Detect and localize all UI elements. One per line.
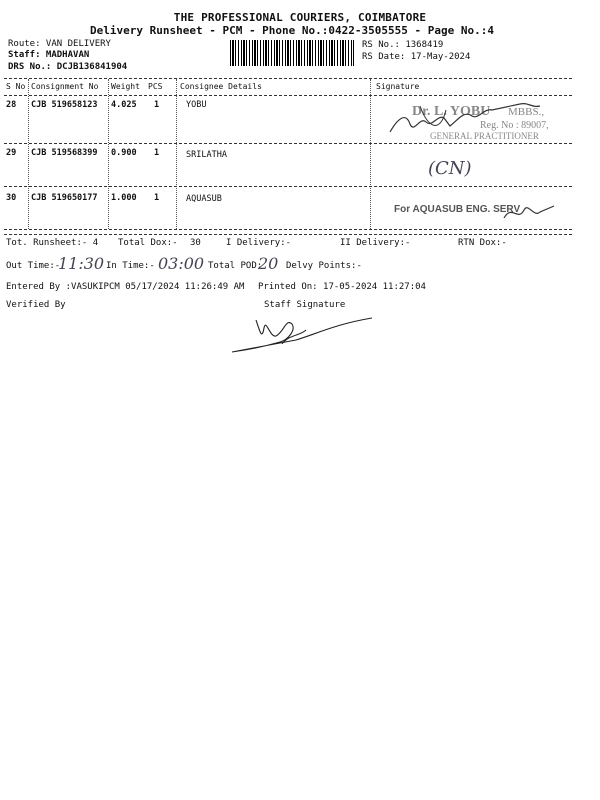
stamp-aquasub: For AQUASUB ENG. SERV bbox=[394, 204, 521, 215]
staff-signature bbox=[226, 310, 376, 356]
route-label: Route: VAN DELIVERY bbox=[8, 39, 111, 49]
row-rule bbox=[4, 186, 572, 187]
row-rule bbox=[4, 143, 572, 144]
row-pcs: 1 bbox=[154, 100, 160, 110]
out-time-value: 11:30 bbox=[58, 254, 105, 273]
row-consignment: CJB 519658123 bbox=[31, 100, 98, 110]
header-consignment: Consignment No bbox=[31, 82, 99, 91]
stamp-degree: MBBS., bbox=[508, 106, 545, 118]
table-bottom-rule bbox=[4, 229, 572, 230]
row-consignee: YOBU bbox=[186, 100, 207, 110]
staff-label: Staff: MADHAVAN bbox=[8, 50, 90, 60]
total-dox-label: Total Dox:- bbox=[118, 238, 178, 248]
document-subtitle: Delivery Runsheet - PCM - Phone No.:0422-3505555 - Page No.:4 bbox=[90, 24, 494, 37]
row-weight: 4.025 bbox=[111, 100, 137, 110]
column-divider bbox=[28, 79, 29, 229]
document-title: THE PROFESSIONAL COURIERS, COIMBATORE bbox=[173, 11, 427, 24]
row-consignment: CJB 519650177 bbox=[31, 193, 98, 203]
stamp-practitioner: GENERAL PRACTITIONER bbox=[430, 131, 539, 141]
stamp-reg-no: Reg. No : 89007, bbox=[480, 120, 549, 131]
barcode bbox=[230, 40, 354, 66]
printed-on: Printed On: 17-05-2024 11:27:04 bbox=[258, 282, 426, 292]
stamp-doctor-name: Dr. L. YOBU bbox=[412, 104, 491, 119]
i-delivery: I Delivery:- bbox=[226, 238, 292, 248]
row-sno: 29 bbox=[6, 148, 17, 158]
header-consignee: Consignee Details bbox=[180, 82, 262, 91]
row-sno: 28 bbox=[6, 100, 17, 110]
rs-number: RS No.: 1368419 bbox=[362, 40, 444, 50]
staff-signature-label: Staff Signature bbox=[264, 300, 346, 310]
row-pcs: 1 bbox=[154, 193, 160, 203]
total-runsheet: Tot. Runsheet:- 4 bbox=[6, 238, 99, 248]
verified-by: Verified By bbox=[6, 300, 66, 310]
signature-yobu bbox=[380, 98, 560, 142]
ii-delivery: II Delivery:- bbox=[340, 238, 411, 248]
rtn-dox: RTN Dox:- bbox=[458, 238, 507, 248]
total-pod-value: 20 bbox=[258, 254, 279, 273]
in-time-label: In Time:- bbox=[106, 261, 155, 271]
out-time-label: Out Time:- bbox=[6, 261, 61, 271]
row-consignment: CJB 519568399 bbox=[31, 148, 98, 158]
header-weight: Weight bbox=[111, 82, 140, 91]
header-pcs: PCS bbox=[148, 82, 163, 91]
header-signature: Signature bbox=[376, 82, 420, 91]
table-header-rule bbox=[4, 95, 572, 96]
row-sno: 30 bbox=[6, 193, 17, 203]
row-weight: 1.000 bbox=[111, 193, 137, 203]
table-bottom-rule-2 bbox=[4, 234, 572, 235]
table-top-rule bbox=[4, 78, 572, 79]
entered-by: Entered By :VASUKIPCM 05/17/2024 11:26:49 AM bbox=[6, 282, 245, 292]
signature-mark-cn: (CN) bbox=[428, 158, 472, 179]
delvy-points: Delvy Points:- bbox=[286, 261, 362, 271]
row-consignee: SRILATHA bbox=[186, 150, 227, 160]
rs-date: RS Date: 17-May-2024 bbox=[362, 52, 471, 62]
header-sno: S No bbox=[6, 82, 26, 91]
in-time-value: 03:00 bbox=[158, 254, 205, 273]
column-divider bbox=[176, 79, 177, 229]
column-divider bbox=[370, 79, 371, 229]
drs-number: DRS No.: DCJB136841904 bbox=[8, 62, 128, 72]
total-pod-label: Total POD: bbox=[208, 261, 263, 271]
signature-aquasub bbox=[500, 196, 560, 226]
row-weight: 0.900 bbox=[111, 148, 137, 158]
row-consignee: AQUASUB bbox=[186, 194, 222, 204]
total-dox-value: 30 bbox=[190, 238, 201, 248]
row-pcs: 1 bbox=[154, 148, 160, 158]
column-divider bbox=[108, 79, 109, 229]
